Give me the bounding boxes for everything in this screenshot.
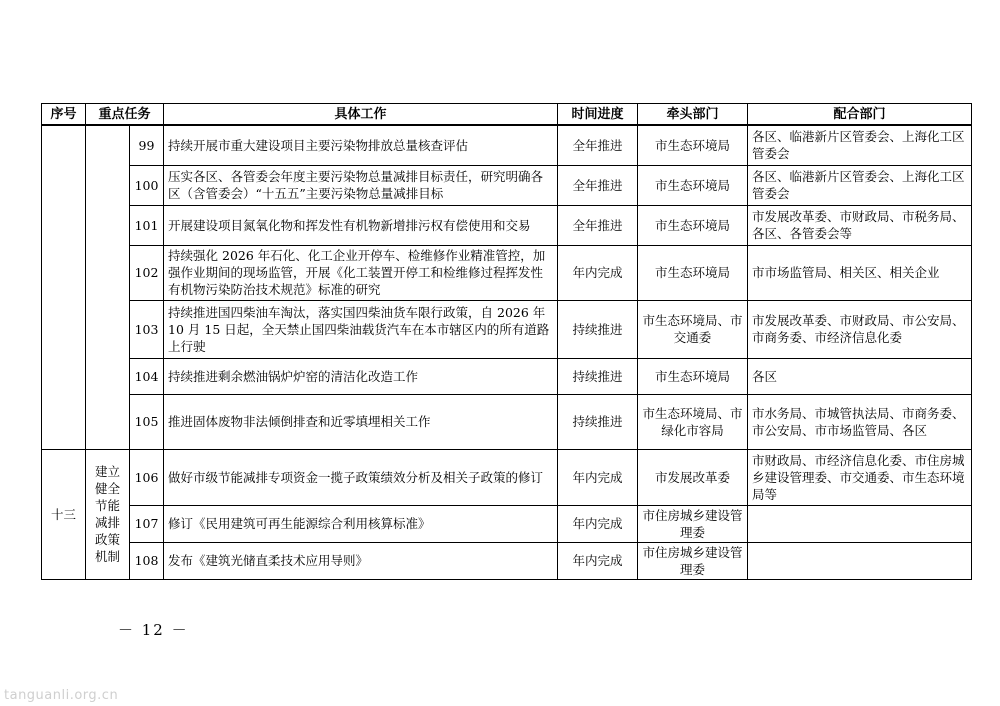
header-seq: 序号 — [42, 104, 86, 126]
table-row — [42, 358, 972, 394]
coop-cell: 市水务局、市城管执法局、市商务委、市公安局、市市场监管局、各区 — [748, 394, 972, 449]
table-row — [42, 449, 972, 505]
page-number: － 12 － — [118, 621, 189, 639]
table-row — [42, 505, 972, 542]
work-cell: 推进固体废物非法倾倒排查和近零填埋相关工作 — [164, 394, 558, 449]
time-cell: 年内完成 — [558, 542, 638, 579]
work-cell: 持续开展市重大建设项目主要污染物排放总量核查评估 — [164, 125, 558, 165]
item-number: 102 — [130, 245, 164, 300]
work-cell: 持续强化 2026 年石化、化工企业开停车、检维修作业精准管控，加强作业期间的现场监管，开展《化工装置开停工和检维修过程挥发性有机物污染防治技术规范》标准的研究 — [164, 245, 558, 300]
coop-cell: 市发展改革委、市财政局、市公安局、市商务委、市经济信息化委 — [748, 300, 972, 358]
lead-cell: 市生态环境局 — [638, 358, 748, 394]
task-cell-continued — [86, 125, 130, 449]
item-number: 104 — [130, 358, 164, 394]
time-cell: 全年推进 — [558, 125, 638, 165]
lead-cell: 市生态环境局、市绿化市容局 — [638, 394, 748, 449]
header-coop: 配合部门 — [748, 104, 972, 126]
table-header-row — [42, 104, 972, 126]
work-cell: 开展建设项目氮氧化物和挥发性有机物新增排污权有偿使用和交易 — [164, 205, 558, 245]
time-cell: 持续推进 — [558, 394, 638, 449]
work-cell: 持续推进国四柴油车淘汰，落实国四柴油货车限行政策，自 2026 年 10 月 15 日起，全天禁止国四柴油载货汽车在本市辖区内的所有道路上行驶 — [164, 300, 558, 358]
table-row — [42, 542, 972, 579]
item-number: 100 — [130, 165, 164, 205]
lead-cell: 市生态环境局、市交通委 — [638, 300, 748, 358]
item-number: 99 — [130, 125, 164, 165]
lead-cell: 市发展改革委 — [638, 449, 748, 505]
lead-cell: 市生态环境局 — [638, 245, 748, 300]
item-number: 101 — [130, 205, 164, 245]
coop-cell: 各区、临港新片区管委会、上海化工区管委会 — [748, 165, 972, 205]
work-plan-table — [41, 103, 972, 580]
lead-cell: 市住房城乡建设管理委 — [638, 505, 748, 542]
work-cell: 做好市级节能减排专项资金一揽子政策绩效分析及相关子政策的修订 — [164, 449, 558, 505]
coop-cell — [748, 542, 972, 579]
work-cell: 修订《民用建筑可再生能源综合利用核算标准》 — [164, 505, 558, 542]
table-row — [42, 300, 972, 358]
header-task: 重点任务 — [86, 104, 164, 126]
time-cell: 持续推进 — [558, 300, 638, 358]
header-work: 具体工作 — [164, 104, 558, 126]
coop-cell: 市财政局、市经济信息化委、市住房城乡建设管理委、市交通委、市生态环境局等 — [748, 449, 972, 505]
coop-cell: 市市场监管局、相关区、相关企业 — [748, 245, 972, 300]
work-cell: 压实各区、各管委会年度主要污染物总量减排目标责任，研究明确各区（含管委会）“十五五”主要污染物总量减排目标 — [164, 165, 558, 205]
time-cell: 年内完成 — [558, 505, 638, 542]
lead-cell: 市生态环境局 — [638, 205, 748, 245]
work-cell: 持续推进剩余燃油锅炉炉窑的清洁化改造工作 — [164, 358, 558, 394]
table-row — [42, 165, 972, 205]
time-cell: 全年推进 — [558, 165, 638, 205]
table-row — [42, 245, 972, 300]
time-cell: 持续推进 — [558, 358, 638, 394]
item-number: 107 — [130, 505, 164, 542]
time-cell: 年内完成 — [558, 449, 638, 505]
coop-cell: 各区、临港新片区管委会、上海化工区管委会 — [748, 125, 972, 165]
table-row — [42, 394, 972, 449]
site-watermark: tanguanli.org.cn — [4, 688, 119, 703]
group-seq: 十三 — [42, 449, 86, 579]
header-lead: 牵头部门 — [638, 104, 748, 126]
work-cell: 发布《建筑光储直柔技术应用导则》 — [164, 542, 558, 579]
time-cell: 年内完成 — [558, 245, 638, 300]
header-time: 时间进度 — [558, 104, 638, 126]
item-number: 108 — [130, 542, 164, 579]
coop-cell: 各区 — [748, 358, 972, 394]
item-number: 105 — [130, 394, 164, 449]
table-row — [42, 205, 972, 245]
lead-cell: 市生态环境局 — [638, 125, 748, 165]
lead-cell: 市住房城乡建设管理委 — [638, 542, 748, 579]
group-task: 建立健全节能减排政策机制 — [86, 449, 130, 579]
time-cell: 全年推进 — [558, 205, 638, 245]
seq-cell-continued — [42, 125, 86, 449]
item-number: 103 — [130, 300, 164, 358]
lead-cell: 市生态环境局 — [638, 165, 748, 205]
item-number: 106 — [130, 449, 164, 505]
coop-cell — [748, 505, 972, 542]
table-row — [42, 125, 972, 165]
coop-cell: 市发展改革委、市财政局、市税务局、各区、各管委会等 — [748, 205, 972, 245]
